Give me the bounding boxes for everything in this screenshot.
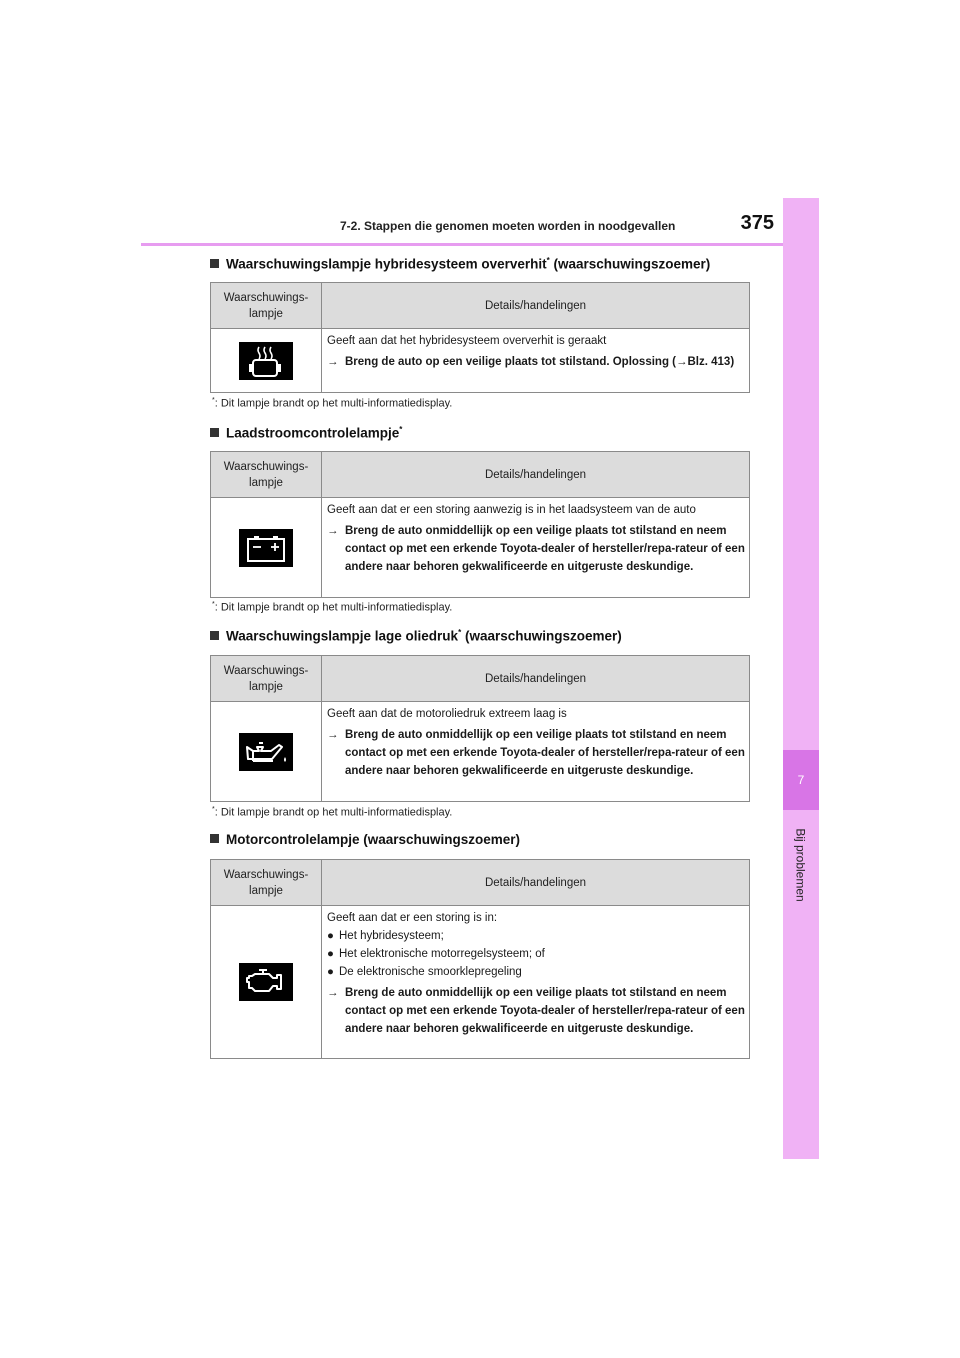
chapter-number: 7	[783, 750, 819, 810]
heading-square-icon	[210, 428, 219, 437]
bullet-icon: ●	[327, 930, 334, 942]
hybrid-overheat-icon	[239, 342, 293, 380]
column-header-lamp: Waarschuwings- lampje	[211, 283, 322, 329]
details-cell: Geeft aan dat de motoroliedruk extreem laag is → Breng de auto onmiddellijk op een veilige plaats tot stilstand en neem contact op met een erkende Toyota-dealer of hersteller/repa-rateur of een andere naar behoren gekwalificeerde en uitgeruste deskundige.	[322, 702, 750, 802]
table-charging	[210, 451, 750, 598]
section-heading-check-engine: Motorcontrolelampje (waarschuwingszoemer)	[210, 832, 520, 847]
header-rule	[141, 243, 783, 246]
chapter-side-tab	[783, 198, 819, 1159]
column-header-lamp: Waarschuwings- lampje	[211, 452, 322, 498]
column-header-lamp: Waarschuwings- lampje	[211, 860, 322, 906]
heading-square-icon	[210, 834, 219, 843]
column-header-lamp: Waarschuwings- lampje	[211, 656, 322, 702]
oil-pressure-icon	[239, 733, 293, 771]
chapter-label-wrap	[783, 810, 819, 920]
bullet-icon: ●	[327, 966, 334, 978]
lamp-cell	[211, 906, 322, 1059]
details-cell: Geeft aan dat er een storing is in: ● Het hybridesysteem; ● Het elektronische motorregelsysteem; of ● De elektronische smoorklepregeling → Breng de auto onmiddellijk op een veilige plaats tot stilstand en neem contact op met een erkende Toyota-dealer of hersteller/repa-rateur of een andere naar behoren gekwalificeerde en uitgeruste deskundige.	[322, 906, 750, 1059]
heading-square-icon	[210, 259, 219, 268]
list-item: ● Het elektronische motorregelsysteem; of	[327, 945, 745, 963]
section-heading-charging: Laadstroomcontrolelampje*	[210, 425, 402, 441]
column-header-details: Details/handelingen	[322, 283, 750, 329]
check-engine-icon	[239, 963, 293, 1001]
footnote: *: Dit lampje brandt op het multi-informatiedisplay.	[212, 601, 453, 614]
column-header-details: Details/handelingen	[322, 452, 750, 498]
running-header: 7-2. Stappen die genomen moeten worden in noodgevallen	[340, 219, 676, 233]
heading-square-icon	[210, 631, 219, 640]
bullet-icon: ●	[327, 948, 334, 960]
details-cell: Geeft aan dat er een storing aanwezig is in het laadsysteem van de auto → Breng de auto onmiddellijk op een veilige plaats tot stilstand en neem contact op met een erkende Toyota-dealer of hersteller/repa-rateur of een andere naar behoren gekwalificeerde en uitgeruste deskundige.	[322, 498, 750, 598]
chapter-label: Bij problemen	[794, 828, 808, 902]
footnote: *: Dit lampje brandt op het multi-informatiedisplay.	[212, 806, 453, 819]
details-cell: Geeft aan dat het hybridesysteem oververhit is geraakt → Breng de auto op een veilige plaats tot stilstand. Oplossing (→Blz. 413)	[322, 329, 750, 393]
table-hybrid-overheat	[210, 282, 750, 393]
list-item: ● Het hybridesysteem;	[327, 927, 745, 945]
lamp-cell	[211, 498, 322, 598]
section-heading-oil-pressure: Waarschuwingslampje lage oliedruk* (waarschuwingszoemer)	[210, 628, 622, 644]
column-header-details: Details/handelingen	[322, 860, 750, 906]
list-item: ● De elektronische smoorklepregeling	[327, 963, 745, 981]
lamp-cell	[211, 702, 322, 802]
page-number: 375	[740, 212, 774, 234]
battery-icon	[239, 529, 293, 567]
table-oil-pressure	[210, 655, 750, 802]
section-heading-hybrid-overheat: Waarschuwingslampje hybridesysteem oververhit* (waarschuwingszoemer)	[210, 256, 710, 272]
lamp-cell	[211, 329, 322, 393]
table-check-engine	[210, 859, 750, 1059]
footnote: *: Dit lampje brandt op het multi-informatiedisplay.	[212, 397, 453, 410]
column-header-details: Details/handelingen	[322, 656, 750, 702]
